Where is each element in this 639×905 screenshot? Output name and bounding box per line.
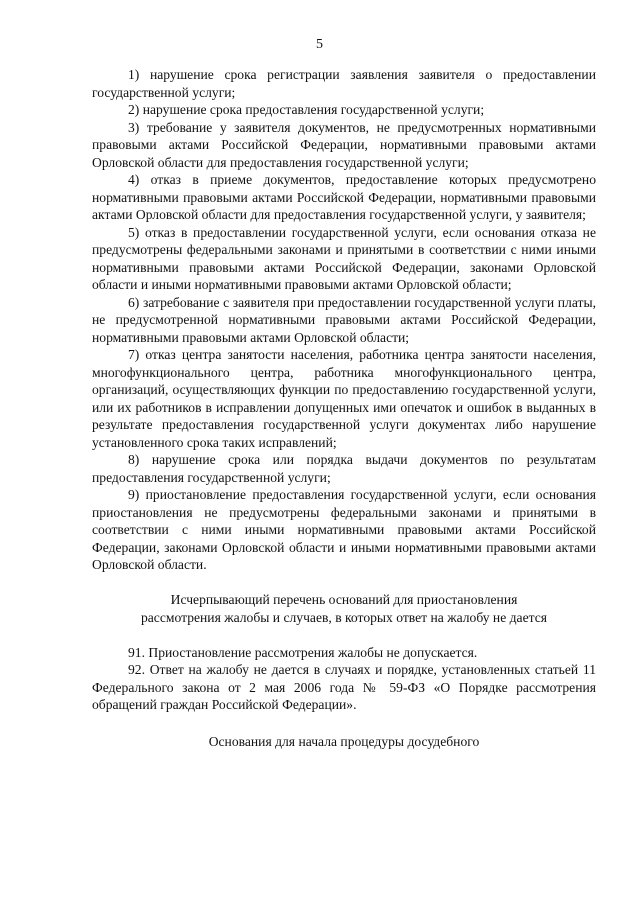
- list-item: 7) отказ центра занятости населения, работника центра занятости населения, многофункционального центра, работника многофункционального центра, организаций, осуществляющих функции по предоставлению государственной услуги, или их работников в исправлении допущенных ими опечаток и ошибок в выданных в результате предоставления государственной услуги документах либо нарушение установленного срока таких исправлений;: [92, 347, 596, 450]
- list-item: 2) нарушение срока предоставления государственной услуги;: [128, 102, 485, 117]
- list-item: 3) требование у заявителя документов, не предусмотренных нормативными правовыми актами Российской Федерации, нормативными правовыми актами Орловской области для предоставления государственной услуги;: [92, 119, 596, 170]
- document-body: [92, 66, 596, 751]
- section-heading-line: Основания для начала процедуры досудебного: [208, 733, 480, 749]
- section-heading: [92, 733, 596, 751]
- list-item: 5) отказ в предоставлении государственной услуги, если основания отказа не предусмотрены федеральными законами и принятыми в соответствии с ними иными нормативными правовыми актами Российской Федерации, законами Орловской области и иными нормативными правовыми актами Орловской области;: [92, 224, 596, 292]
- list-item: 1) нарушение срока регистрации заявления заявителя о предоставлении государственной услуги;: [92, 67, 596, 100]
- list-item: 4) отказ в приеме документов, предоставление которых предусмотрено нормативными правовыми актами Российской Федерации, нормативными правовыми актами Орловской области для предоставления государственной услуги, у заявителя;: [92, 172, 596, 222]
- list-item: 6) затребование с заявителя при предоставлении государственной услуги платы, не предусмотренной нормативными правовыми актами Российской Федерации, нормативными правовыми актами Орловской области;: [92, 294, 596, 345]
- page-number: 5: [316, 37, 323, 52]
- list-item: 8) нарушение срока или порядка выдачи документов по результатам предоставления государственной услуги;: [92, 452, 596, 485]
- section-heading: [92, 591, 596, 627]
- clause-92: 92. Ответ на жалобу не дается в случаях и порядке, установленных статьей 11 Федерального закона от 2 мая 2006 года № 59-ФЗ «О Порядке рассмотрения обращений граждан Российской Федерации».: [92, 662, 596, 712]
- clause-91: 91. Приостановление рассмотрения жалобы не допускается.: [128, 644, 478, 660]
- section-heading-line: Исчерпывающий перечень оснований для приостановления: [170, 591, 518, 607]
- list-item: 9) приостановление предоставления государственной услуги, если основания приостановления не предусмотрены федеральными законами и принятыми в соответствии с ними иными нормативными правовыми актами Российской Федерации, законами Орловской области и иными нормативными правовыми актами Орловской области.: [92, 487, 596, 572]
- section-heading-line: рассмотрения жалобы и случаев, в которых ответ на жалобу не дается: [140, 609, 548, 625]
